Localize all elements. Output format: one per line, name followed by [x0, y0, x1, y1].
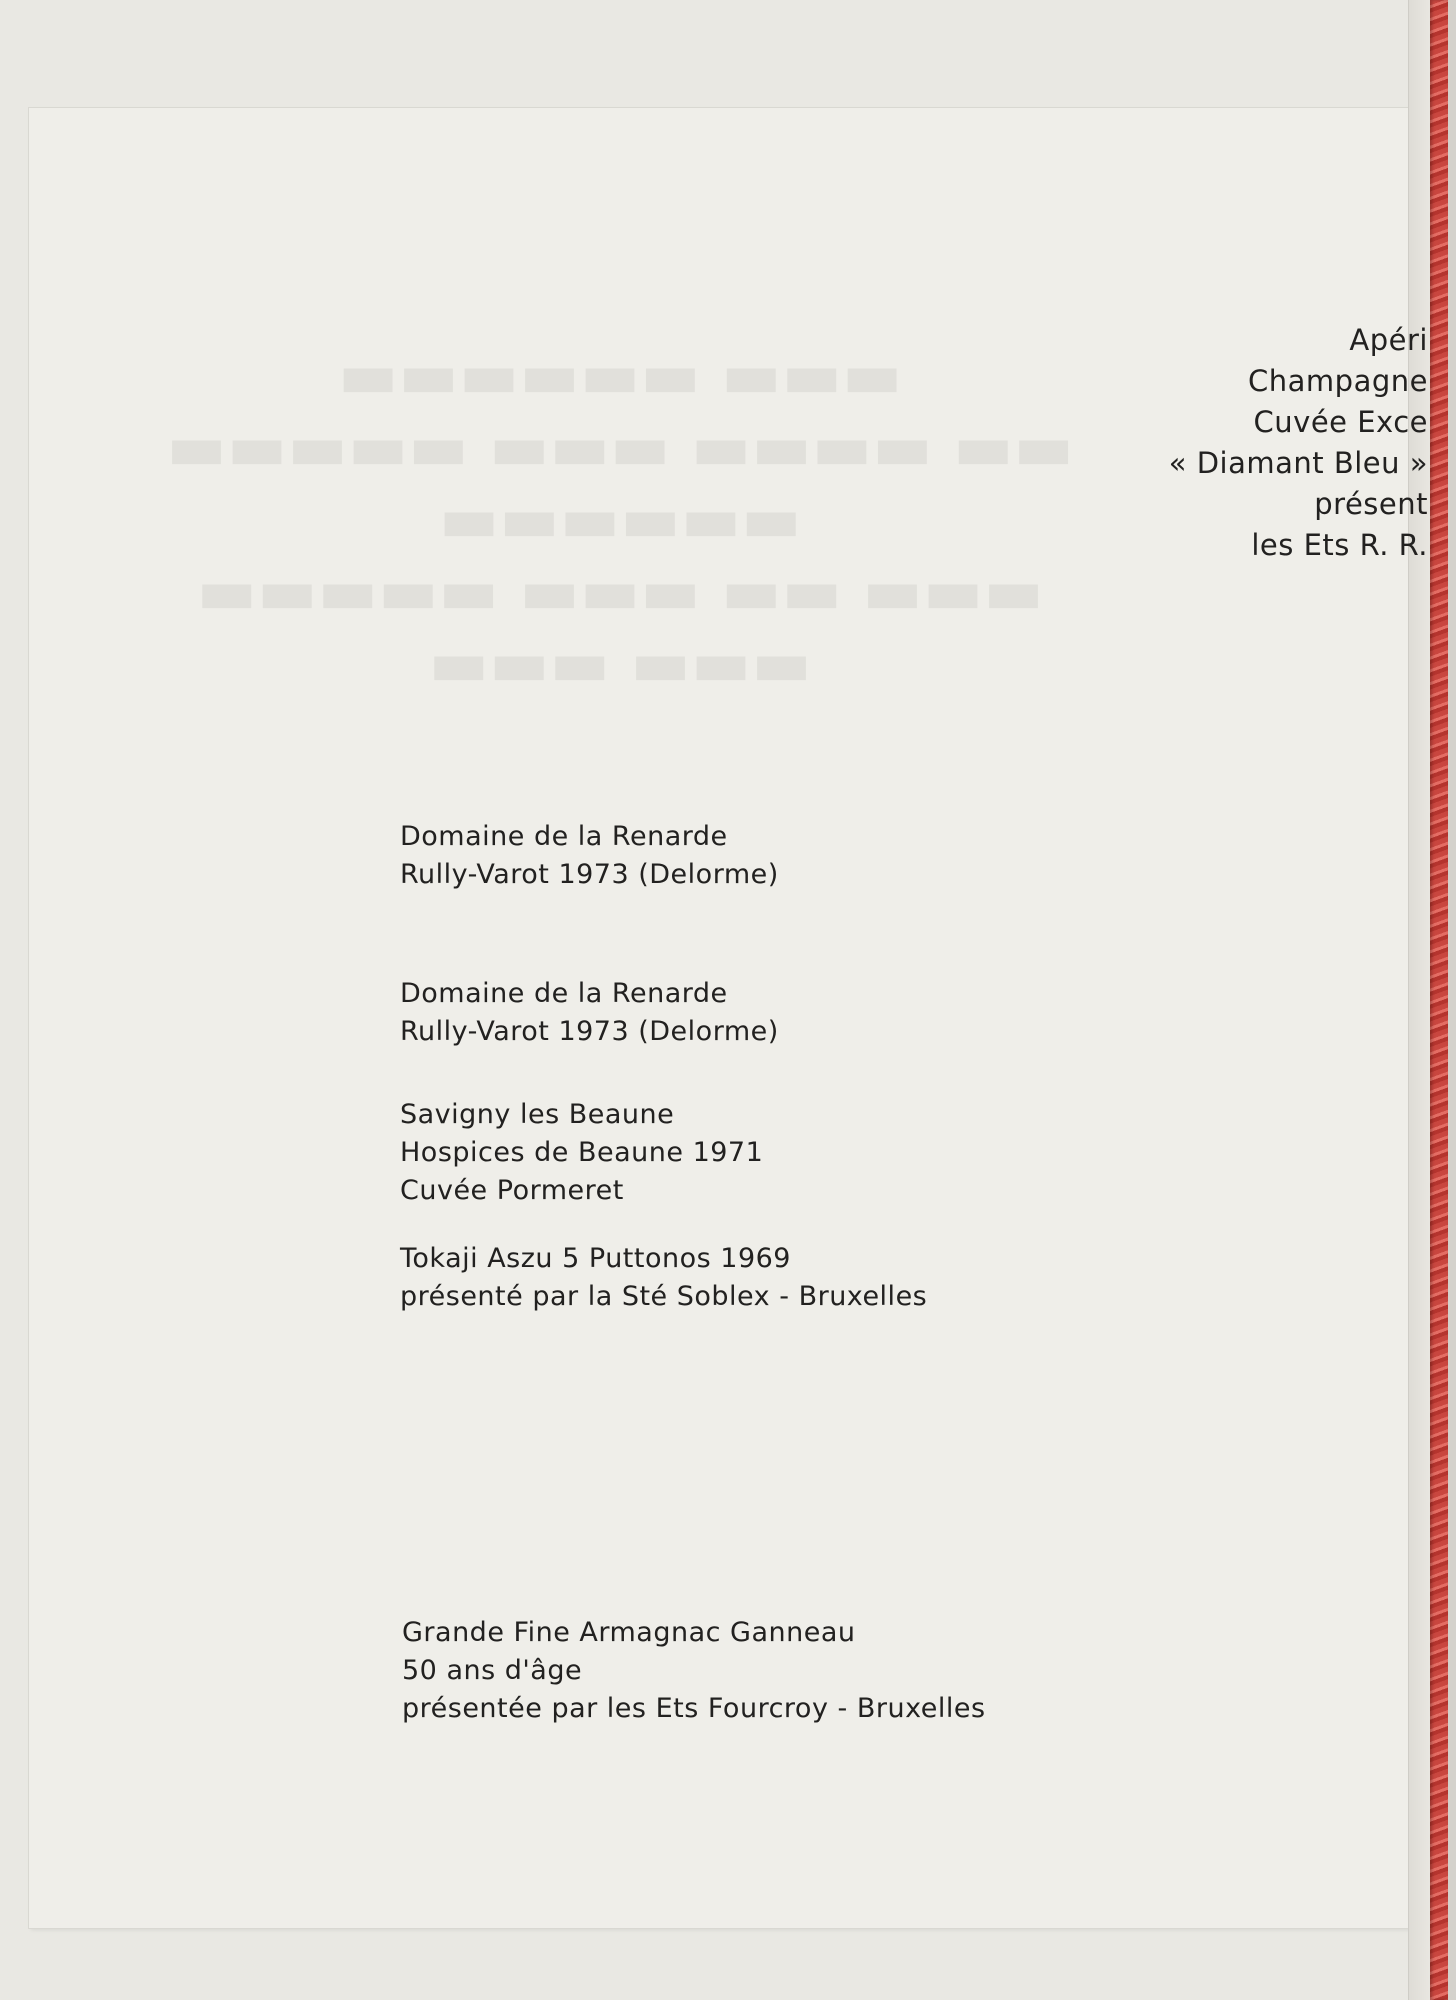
wine-line: Cuvée Pormeret [400, 1175, 624, 1206]
aperitif-line: Champagne [1248, 364, 1428, 398]
wine-line: Savigny les Beaune [400, 1099, 675, 1130]
wine-line: Domaine de la Renarde [400, 978, 728, 1009]
wine-entry [400, 1096, 763, 1210]
wine-line: 50 ans d'âge [402, 1655, 583, 1686]
wine-line: présenté par la Sté Soblex - Bruxelles [400, 1281, 928, 1312]
aperitif-line: « Diamant Bleu » [1168, 446, 1428, 480]
show-through-decoration: ▬▬▬ ▬▬▬▬▬▬ ▬▬ ▬▬▬▬ ▬▬▬ ▬▬▬▬▬ ▬▬▬▬▬▬ ▬▬▬ ▬▬ ▬▬▬ ▬▬▬▬▬ ▬▬▬ ▬▬▬ [166, 339, 1074, 701]
wine-line: Tokaji Aszu 5 Puttonos 1969 [400, 1243, 791, 1274]
wine-entry [400, 975, 779, 1051]
wine-line: Grande Fine Armagnac Ganneau [402, 1617, 856, 1648]
wine-entry [400, 1240, 927, 1316]
aperitif-block [1150, 320, 1428, 566]
wine-entry [402, 1614, 986, 1728]
wine-line: présentée par les Ets Fourcroy - Bruxelles [402, 1693, 986, 1724]
aperitif-line: Apéri [1349, 323, 1428, 357]
folded-right-panel [1408, 0, 1431, 2000]
wine-line: Rully-Varot 1973 (Delorme) [400, 1016, 779, 1047]
aperitif-line: les Ets R. R. [1251, 528, 1428, 562]
wine-line: Domaine de la Renarde [400, 821, 728, 852]
wine-line: Rully-Varot 1973 (Delorme) [400, 859, 779, 890]
aperitif-line: présent [1314, 487, 1428, 521]
red-cord [1430, 0, 1448, 2000]
scan-edge [1448, 0, 1456, 2000]
aperitif-line: Cuvée Exce [1253, 405, 1428, 439]
wine-line: Hospices de Beaune 1971 [400, 1137, 764, 1168]
wine-entry [400, 818, 779, 894]
